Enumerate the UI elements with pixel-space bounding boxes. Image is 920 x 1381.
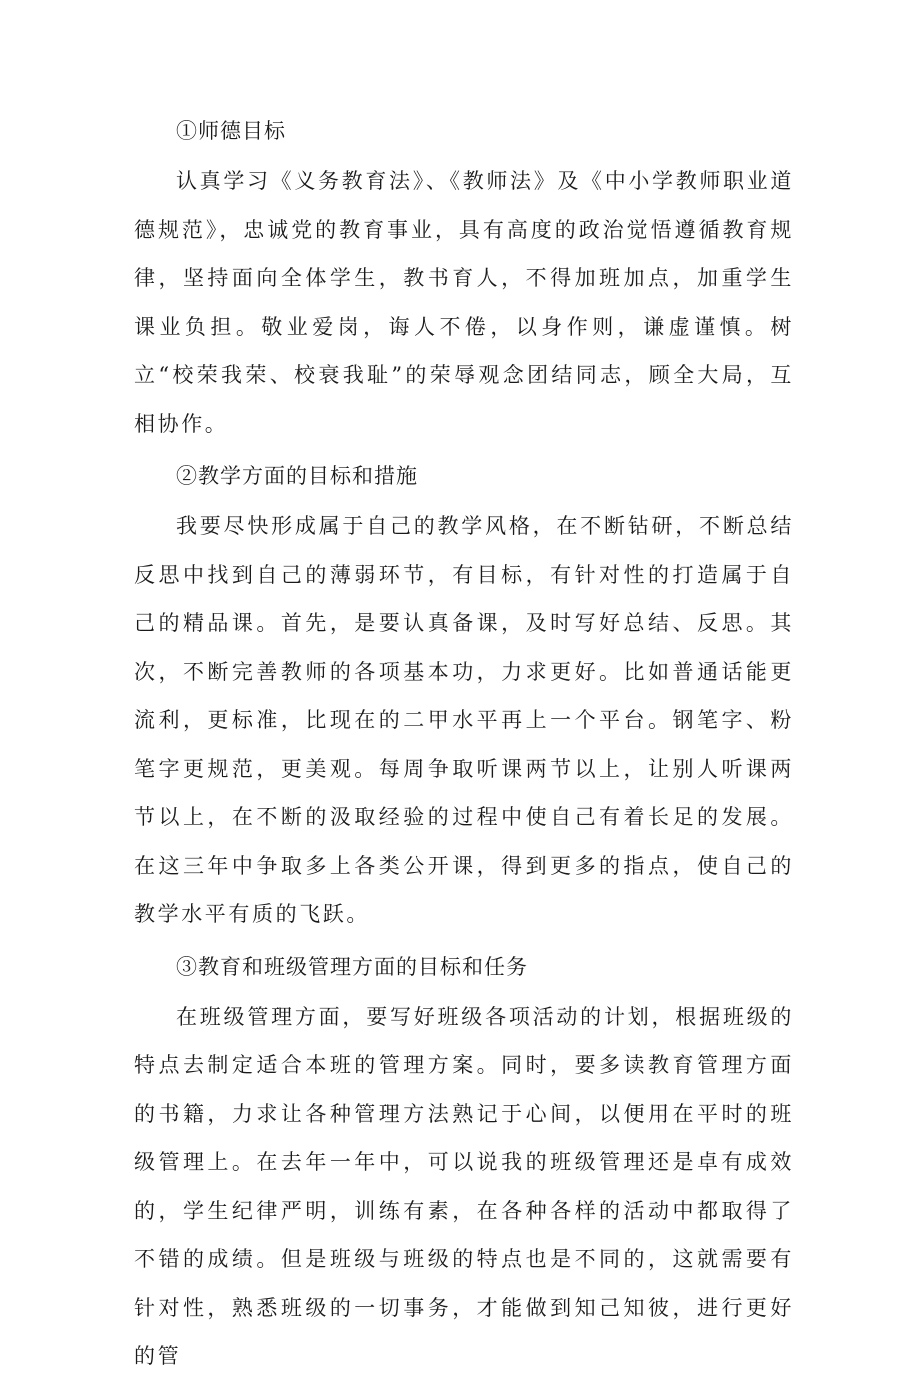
section-paragraph-ethics: 认真学习《义务教育法》、《教师法》及《中小学教师职业道德规范》，忠诚党的教育事业，具有高度的政治觉悟遵循教育规律，坚持面向全体学生，教书育人，不得加班加点，加重学生课业负担。敬业爱岗，诲人不倦，以身作则，谦虚谨慎。树立“校荣我荣、校衰我耻”的荣辱观念团结同志，顾全大局，互相协作。 — [134, 169, 794, 436]
section-heading-ethics: ①师德目标 — [176, 119, 286, 143]
section-heading-class-management: ③教育和班级管理方面的目标和任务 — [176, 954, 528, 979]
section-paragraph-teaching: 我要尽快形成属于自己的教学风格，在不断钻研，不断总结反思中找到自己的薄弱环节，有目标，有针对性的打造属于自己的精品课。首先，是要认真备课，及时写好总结、反思。其次，不断完善教师的各项基本功，力求更好。比如普通话能更流利，更标准，比现在的二甲水平再上一个平台。钢笔字、粉笔字更规范，更美观。每周争取听课两节以上，让别人听课两节以上，在不断的汲取经验的过程中使自己有着长足的发展。在这三年中争取多上各类公开课，得到更多的指点，使自己的教学水平有质的飞跃。 — [134, 514, 794, 926]
document-body — [134, 106, 794, 1381]
section-heading-teaching: ②教学方面的目标和措施 — [176, 464, 418, 488]
section-paragraph-class-management: 在班级管理方面，要写好班级各项活动的计划，根据班级的特点去制定适合本班的管理方案。同时，要多读教育管理方面的书籍，力求让各种管理方法熟记于心间，以便用在平时的班级管理上。在去年一年中，可以说我的班级管理还是卓有成效的，学生纪律严明，训练有素，在各种各样的活动中都取得了不错的成绩。但是班级与班级的特点也是不同的，这就需要有针对性，熟悉班级的一切事务，才能做到知己知彼，进行更好的管 — [134, 1004, 794, 1368]
